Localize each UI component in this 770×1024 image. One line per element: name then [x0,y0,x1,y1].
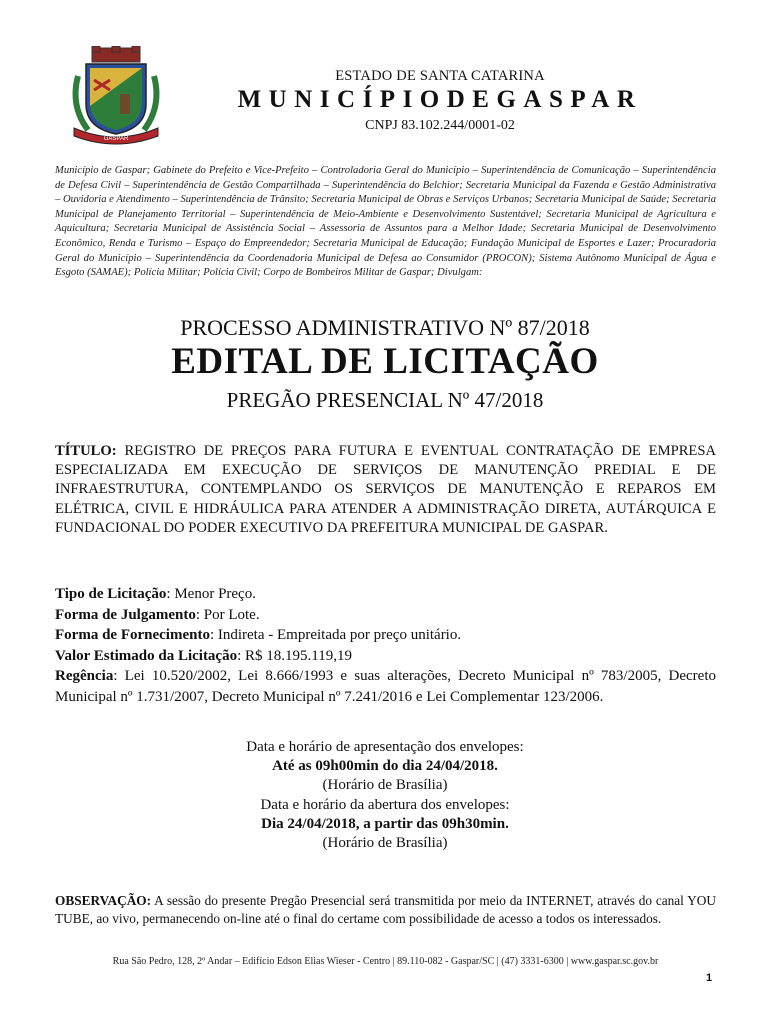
opening-value: Dia 24/04/2018, a partir das 09h30min. [261,815,509,832]
observation-paragraph [55,892,716,927]
field-regencia [55,666,716,707]
timezone-note: (Horário de Brasília) [322,835,448,852]
process-number: PROCESSO ADMINISTRATIVO Nº 87/2018 [180,315,590,340]
titulo-label: TÍTULO: [55,443,117,459]
field-label: Regência [55,668,114,684]
municipal-crest-icon [70,46,162,146]
field-julgamento [55,605,716,626]
field-label: Valor Estimado da Licitação [55,647,238,664]
opening-label: Data e horário da abertura dos envelopes: [260,796,510,813]
document-title: EDITAL DE LICITAÇÃO [171,341,599,382]
licitation-fields [55,584,716,707]
titulo-text: REGISTRO DE PREÇOS PARA FUTURA E EVENTUAL CONTRATAÇÃO DE EMPRESA ESPECIALIZADA EM EXECUÇÃO DE SERVIÇOS DE MANUTENÇÃO PREDIAL E DE INFRAESTRUTURA, CONTEMPLANDO OS SERVIÇOS DE MANUTENÇÃO E REPAROS EM ELÉTRICA, CIVIL E HIDRÁULICA PARA ATENDER A ADMINISTRAÇÃO DIRETA, AUTÁRQUICA E FUNDACIONAL DO PODER EXECUTIVO DA PREFEITURA MUNICIPAL DE GASPAR. [55,443,716,536]
cnpj: CNPJ 83.102.244/0001-02 [365,118,515,133]
field-value: : Menor Preço. [166,586,256,602]
pregao-number: PREGÃO PRESENCIAL Nº 47/2018 [226,388,544,412]
field-value: : Por Lote. [195,606,260,623]
field-value: : Indireta - Empreitada por preço unitário. [209,627,462,643]
field-label: Forma de Julgamento [55,606,196,623]
page-number: 1 [706,972,713,984]
titulo-paragraph [55,442,716,538]
observation-label: OBSERVAÇÃO: [55,893,152,908]
crest-banner-text: GASPAR [103,136,129,142]
page-footer: Rua São Pedro, 128, 2º Andar – Edifício Edson Elias Wieser - Centro | 89.110-082 - Gaspar/SC | (47) 3331-6300 | www.gaspar.sc.gov.br [112,956,659,967]
field-value: : Lei 10.520/2002, Lei 8.666/1993 e suas alterações, Decreto Municipal nº 783/2005, Decreto Municipal nº 1.731/2007, Decreto Municipal nº 7.241/2016 e Lei Complementar 123/2006. [55,668,716,705]
state-name: ESTADO DE SANTA CATARINA [335,68,545,84]
field-label: Forma de Fornecimento [55,627,210,643]
field-label: Tipo de Licitação [55,586,167,602]
field-tipo [55,584,716,605]
organizations-list: Município de Gaspar; Gabinete do Prefeito e Vice-Prefeito – Controladoria Geral do Município – Superintendência de Comunicação – Superintendência de Defesa Civil – Superintendência de Gestão Compartilhada – Superintendência do Belchior; Secretaria Municipal da Fazenda e Gestão Administrativa – Ouvidoria e Atendimento – Superintendência de Trânsito; Secretaria Municipal de Obras e Serviços Urbanos; Secretaria Municipal de Saúde; Secretaria Municipal de Planejamento Territorial – Superintendência de Meio-Ambiente e Desenvolvimento Sustentável; Secretaria Municipal de Agricultura e Aquicultura; Secretaria Municipal de Assistência Social – Assessoria de Assuntos para a Melhor Idade; Secretaria Municipal de Desenvolvimento Econômico, Renda e Turismo – Espaço do Empreendedor; Secretaria Municipal de Educação; Fundação Municipal de Esportes e Lazer; Procuradoria Geral do Município – Superintendência da Coordenadoria Municipal de Defesa ao Consumidor (PROCON); Sistema Autônomo Municipal de Água e Esgoto (SAMAE); Polícia Militar; Polícia Civil; Corpo de Bombeiros Militar de Gaspar; Divulgam: [55,165,716,279]
observation-text: A sessão do presente Pregão Presencial será transmitida por meio da INTERNET, através do canal YOU TUBE, ao vivo, permanecendo on-line até o final do certame com possibilidade de acesso a todos os interessados. [55,893,716,926]
presentation-value: Até as 09h00min do dia 24/04/2018. [272,758,498,775]
presentation-label: Data e horário de apresentação dos envelopes: [246,739,524,755]
field-valor [55,646,716,667]
field-value: : R$ 18.195.119,19 [237,647,352,664]
dates-block [0,738,770,853]
municipality-name: MUNICÍPIODEGASPAR [237,86,643,113]
field-fornecimento [55,625,716,646]
timezone-note: (Horário de Brasília) [322,777,448,794]
